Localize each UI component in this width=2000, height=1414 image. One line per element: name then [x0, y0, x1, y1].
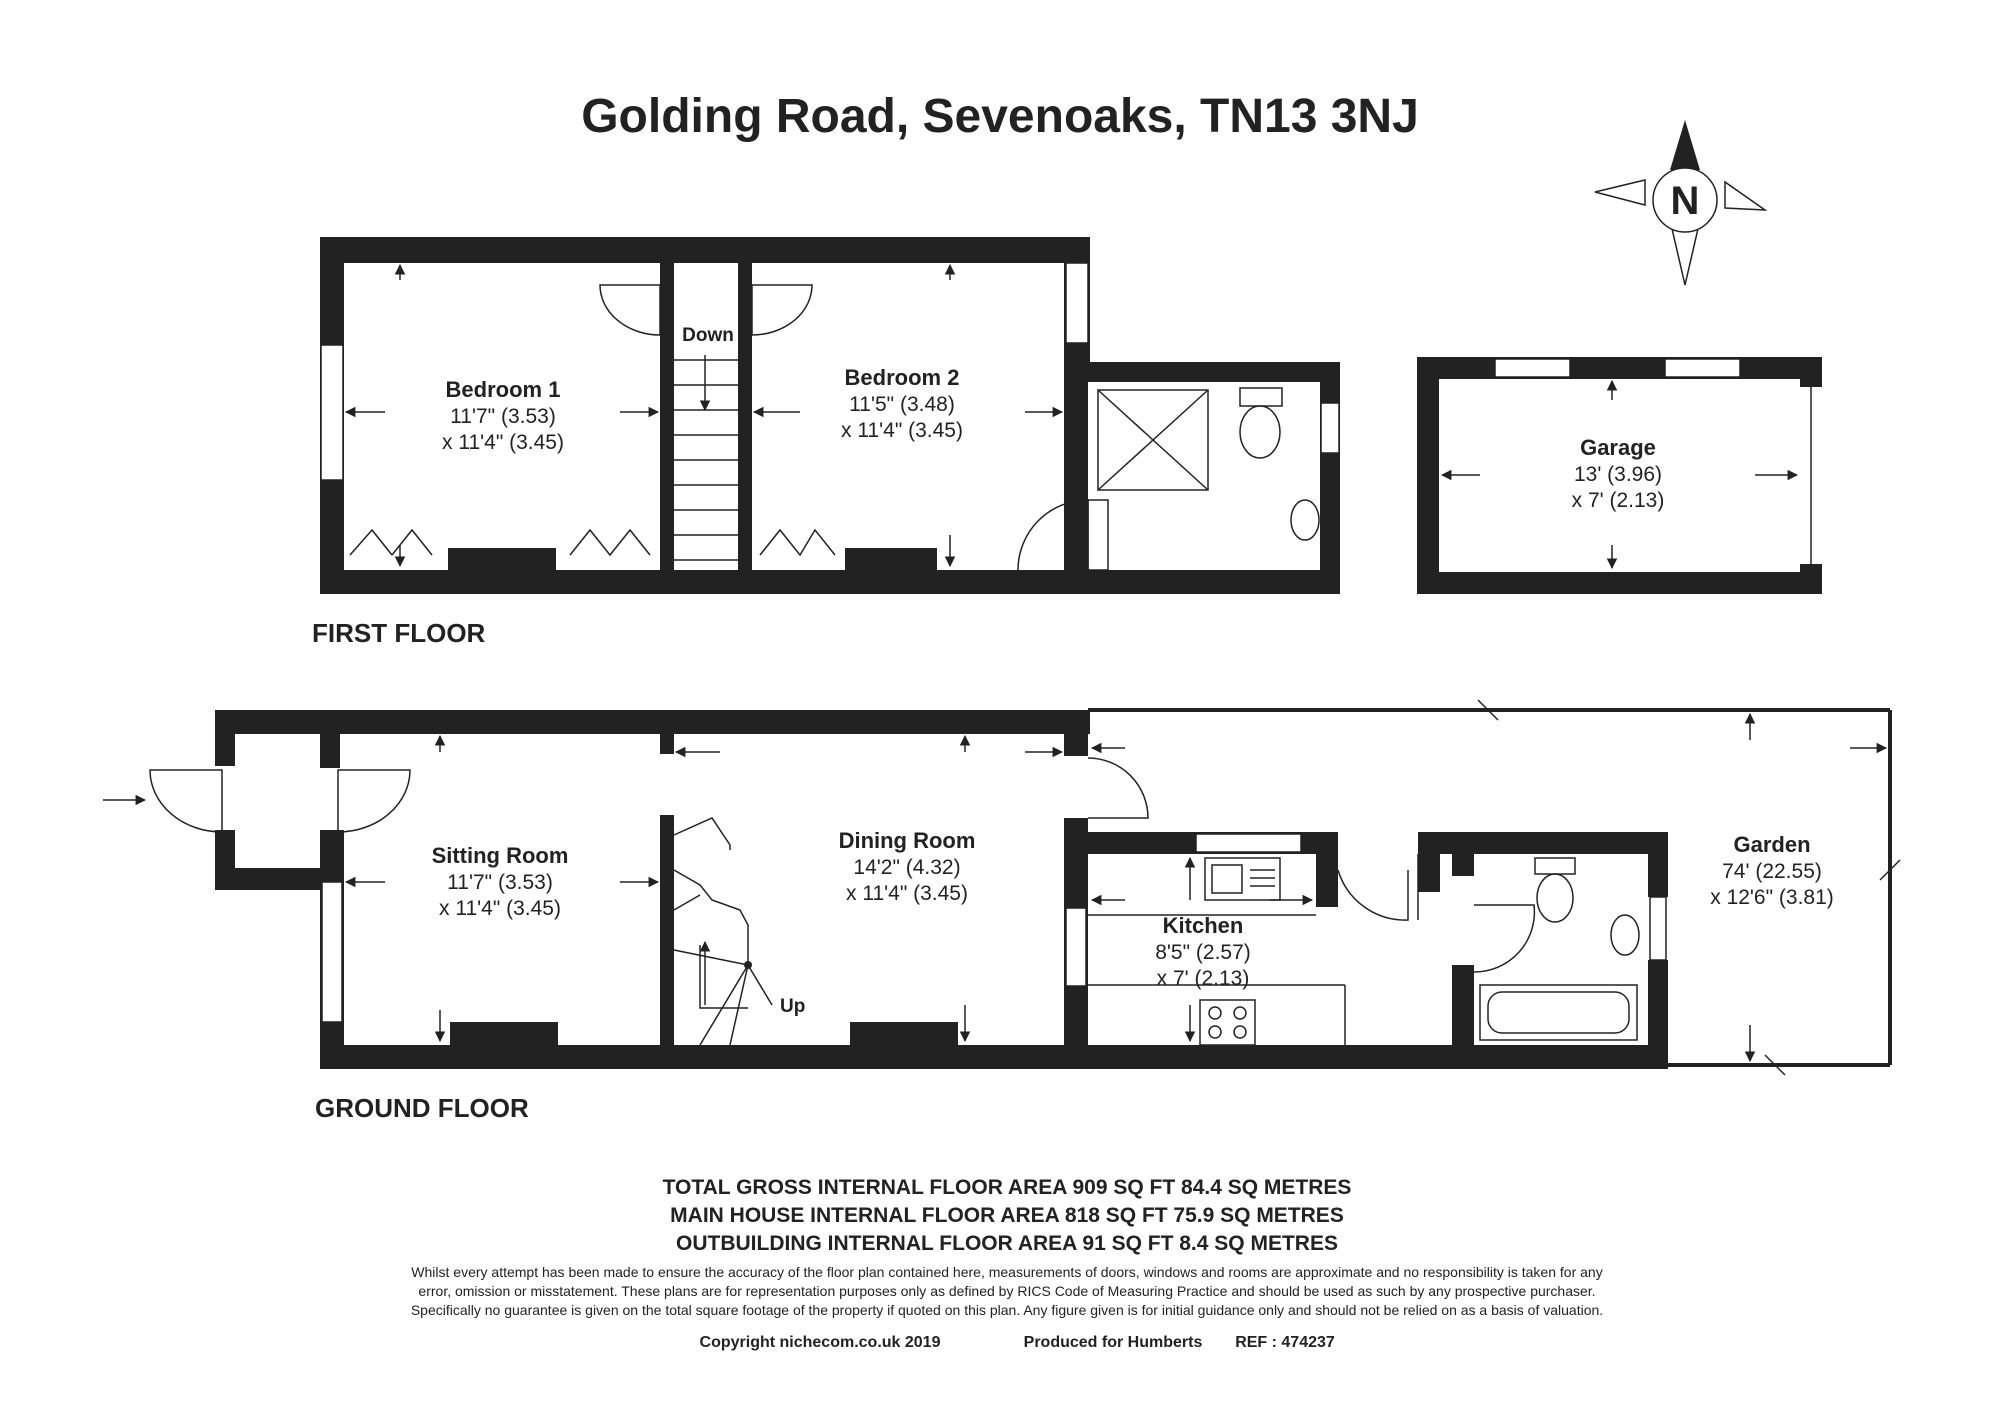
reference-text: REF : 474237: [1235, 1334, 1335, 1351]
room-dim1-bedroom-2: 11'5" (3.48): [849, 393, 955, 416]
kitchen-top-window: [1196, 834, 1301, 852]
room-dim2-kitchen: x 7' (2.13): [1156, 967, 1250, 990]
disclaimer-line-3: Specifically no guarantee is given on the total square footage of the property if quoted on this plan. Any figure given is for initial guidance only and should not be relied on as a basis of valuation.: [410, 1302, 1604, 1318]
room-dim1-sitting-room: 11'7" (3.53): [447, 871, 553, 894]
first-floor-stairs: [674, 325, 738, 560]
bedroom2-window: [1066, 263, 1088, 343]
area-total: TOTAL GROSS INTERNAL FLOOR AREA 909 SQ FT 84.4 SQ METRES: [662, 1176, 1352, 1199]
sitting-room-window: [322, 882, 342, 1022]
ground-floor-label: GROUND FLOOR: [315, 1093, 529, 1123]
disclaimer-line-2: error, omission or misstatement. These plans are for representation purposes only as defined by RICS Code of Measuring Practice and should be used as such by any prospective purchaser.: [418, 1283, 1596, 1299]
room-name-bedroom-1: Bedroom 1: [445, 377, 561, 402]
bedroom1-window: [321, 345, 343, 480]
room-name-sitting-room: Sitting Room: [431, 843, 569, 868]
ground-floor-plan: [103, 700, 1900, 1123]
disclaimer-line-1: Whilst every attempt has been made to ensure the accuracy of the floor plan contained here, measurements of doors, windows and rooms are approximate and no responsibility is taken for any: [411, 1264, 1603, 1280]
room-dim1-garage: 13' (3.96): [1573, 463, 1663, 486]
compass-rose-icon: [1595, 120, 1765, 285]
area-main-house: MAIN HOUSE INTERNAL FLOOR AREA 818 SQ FT 75.9 SQ METRES: [670, 1204, 1344, 1227]
room-dim1-bedroom-1: 11'7" (3.53): [450, 405, 556, 428]
shower-window: [1321, 403, 1339, 453]
room-dim1-dining-room: 14'2" (4.32): [853, 856, 961, 879]
kitchen-window: [1066, 908, 1086, 986]
room-dim2-bedroom-1: x 11'4" (3.45): [442, 431, 564, 454]
room-dim2-dining-room: x 11'4" (3.45): [846, 882, 968, 905]
room-name-garden: Garden: [1733, 832, 1811, 857]
garage-window-right: [1665, 359, 1740, 377]
first-floor-plan: [312, 237, 1822, 648]
garage-window-left: [1495, 359, 1570, 377]
area-outbuilding: OUTBUILDING INTERNAL FLOOR AREA 91 SQ FT 8.4 SQ METRES: [676, 1232, 1338, 1255]
compass-north-letter: N: [1670, 179, 1700, 223]
room-name-kitchen: Kitchen: [1162, 913, 1244, 938]
first-floor-label: FIRST FLOOR: [312, 618, 486, 648]
produced-for-text: Produced for Humberts: [1023, 1334, 1203, 1351]
room-name-garage: Garage: [1580, 435, 1656, 460]
room-dim2-garage: x 7' (2.13): [1571, 489, 1665, 512]
room-dim2-sitting-room: x 11'4" (3.45): [439, 897, 561, 920]
room-name-bedroom-2: Bedroom 2: [844, 365, 960, 390]
hob-icon: [1200, 1000, 1255, 1045]
room-dim1-garden: 74' (22.55): [1722, 860, 1822, 883]
ground-toilet-icon: [1537, 874, 1573, 922]
room-dim2-bedroom-2: x 11'4" (3.45): [841, 419, 963, 442]
bath-icon: [1480, 985, 1637, 1040]
stairs-up-label: Up: [780, 996, 806, 1017]
ground-floor-stairs: [674, 818, 805, 1045]
room-dim1-kitchen: 8'5" (2.57): [1155, 941, 1251, 964]
bathroom-window: [1650, 897, 1666, 960]
ground-basin-icon: [1611, 915, 1639, 955]
copyright-text: Copyright nichecom.co.uk 2019: [699, 1334, 941, 1351]
stairs-down-label: Down: [682, 325, 734, 346]
toilet-icon: [1240, 406, 1280, 458]
room-dim2-garden: x 12'6" (3.81): [1710, 886, 1834, 909]
room-name-dining-room: Dining Room: [838, 828, 976, 853]
plan-title: Golding Road, Sevenoaks, TN13 3NJ: [581, 90, 1419, 143]
basin-icon: [1291, 500, 1319, 540]
